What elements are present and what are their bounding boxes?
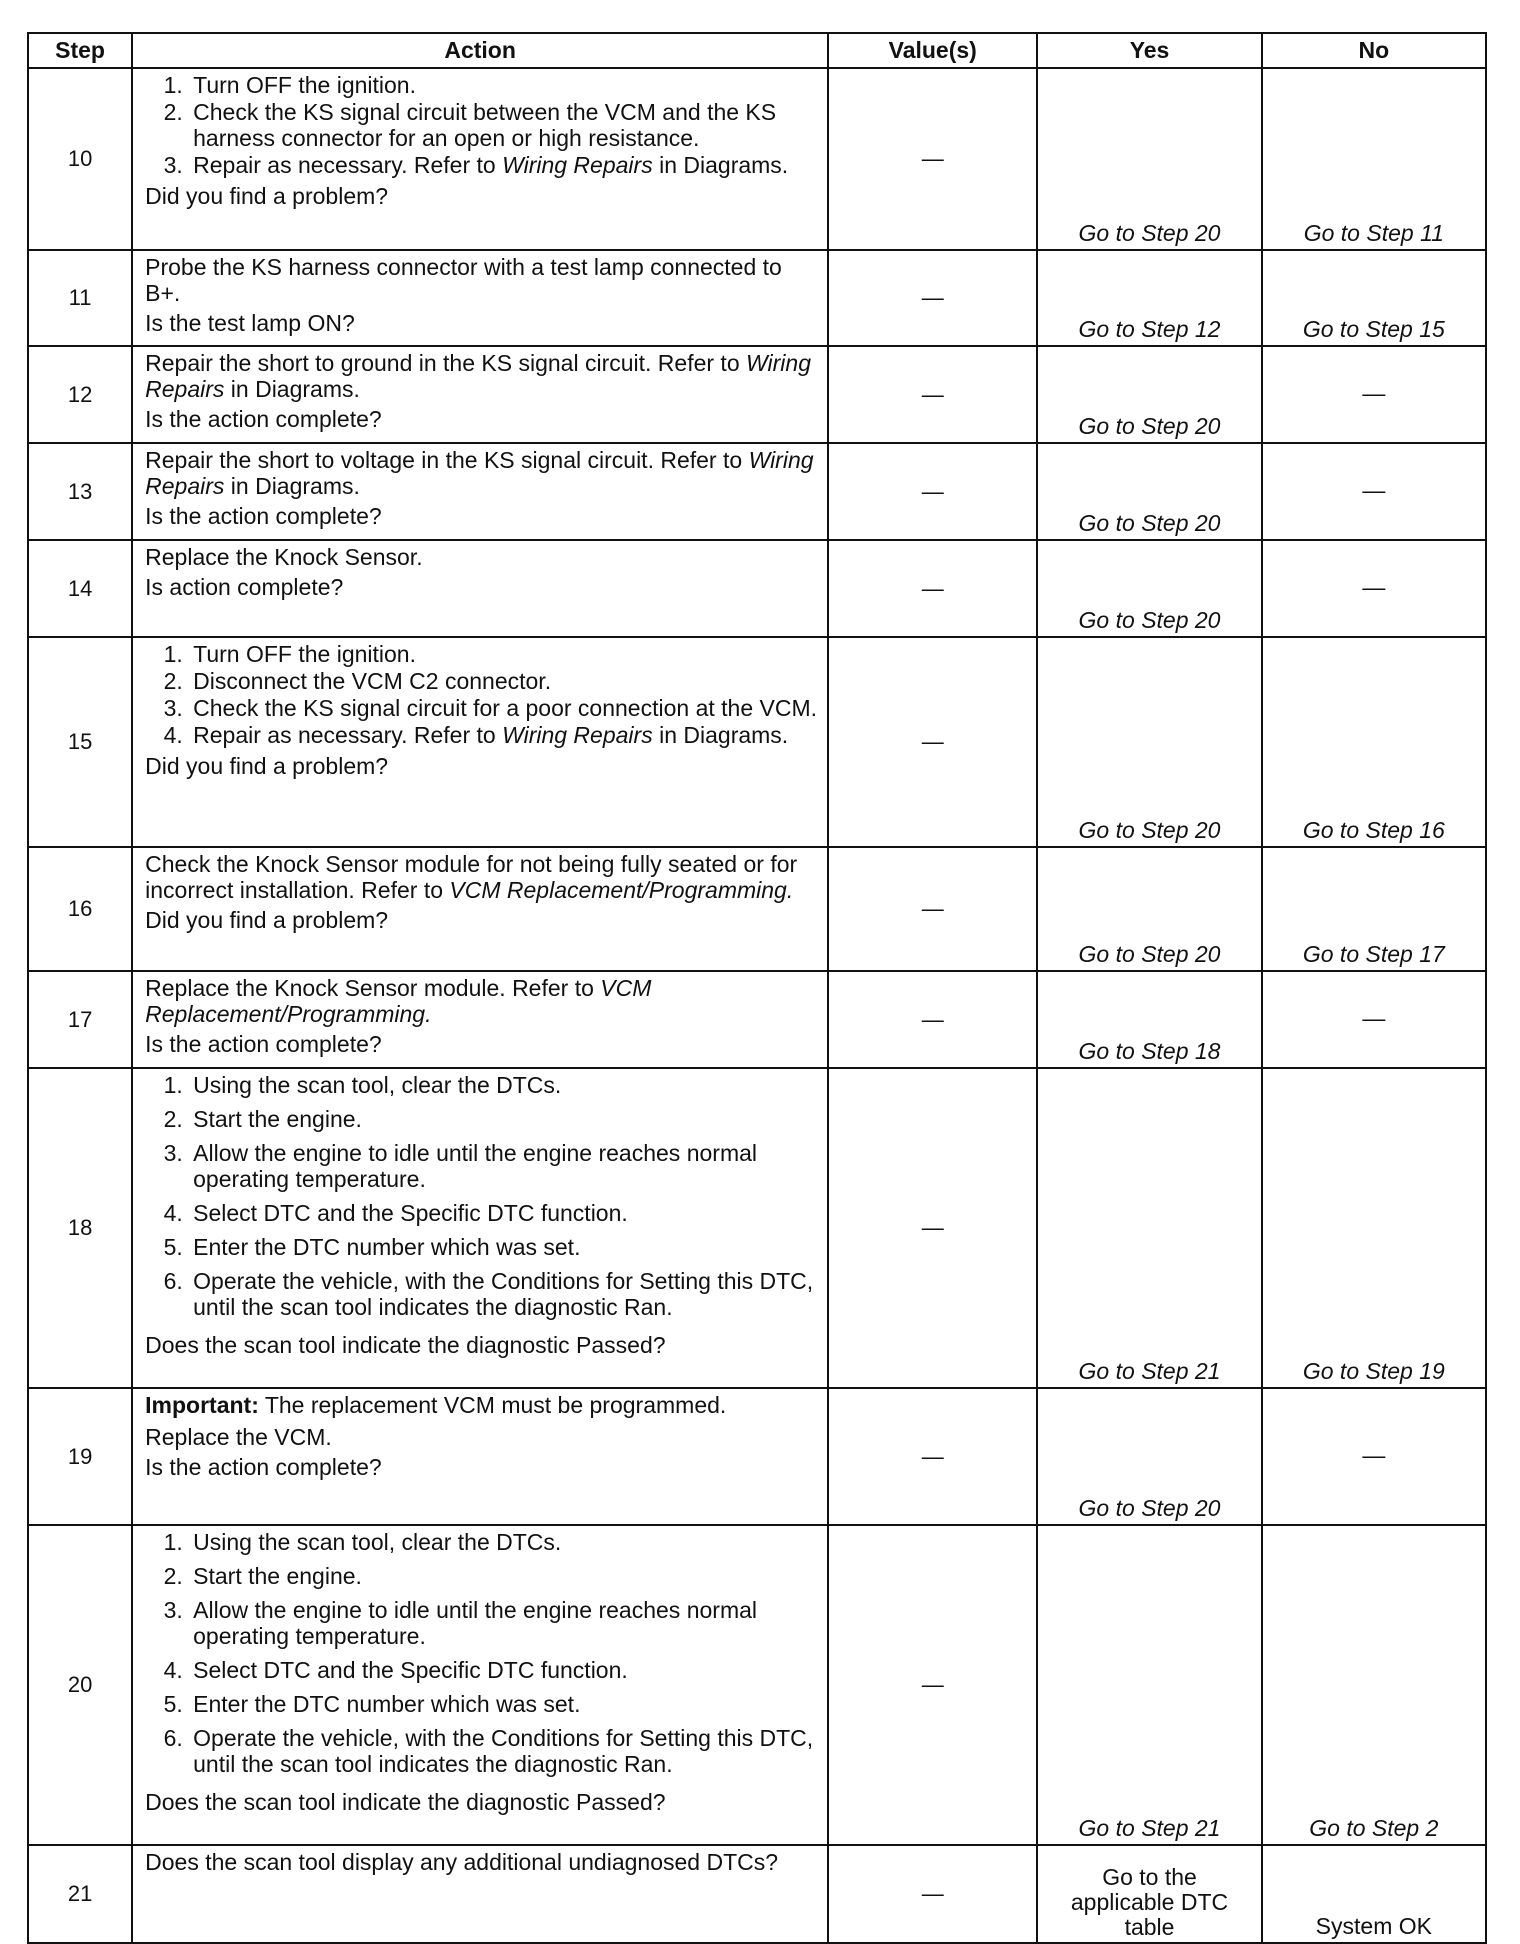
question: Is the action complete?: [145, 1031, 382, 1057]
action-text: Replace the VCM.: [145, 1424, 332, 1450]
no-target: Go to Step 11: [1303, 220, 1444, 246]
list-item: 1. Using the scan tool, clear the DTCs.: [189, 1072, 819, 1098]
action-text: [145, 447, 819, 499]
header-yes: Yes: [1037, 33, 1261, 68]
step-number: 19: [28, 1388, 132, 1525]
table-row-step-14: [28, 540, 1486, 637]
action-cell: [132, 971, 828, 1068]
table-row-step-10: [28, 68, 1486, 250]
action-text: [145, 851, 819, 903]
header-action: Action: [132, 33, 828, 68]
item-text: Repair as necessary. Refer to: [193, 152, 503, 178]
text-part: Check the Knock Sensor module for not being fully seated or for incorrect installation. Refer to: [145, 851, 798, 903]
table-row-step-19: [28, 1388, 1486, 1525]
table-row-step-17: [28, 971, 1486, 1068]
no-target: Go to Step 2: [1309, 1815, 1439, 1841]
value-cell: —: [828, 540, 1037, 637]
item-text: Repair as necessary. Refer to: [193, 722, 503, 748]
action-cell: [132, 1525, 828, 1845]
list-item: 3. Allow the engine to idle until the engine reaches normal operating temperature.: [189, 1140, 819, 1192]
text-part: Repair the short to voltage in the KS signal circuit. Refer to: [145, 447, 749, 473]
table-row-step-13: [28, 443, 1486, 540]
table-row-step-18: [28, 1068, 1486, 1388]
yes-cell: [1037, 971, 1261, 1068]
no-target: Go to Step 15: [1302, 316, 1445, 342]
list-item: 3. Allow the engine to idle until the engine reaches normal operating temperature.: [189, 1597, 819, 1649]
question: Is the action complete?: [145, 503, 382, 529]
yes-target: Go to Step 18: [1078, 1038, 1221, 1064]
yes-cell: [1037, 250, 1261, 346]
no-cell: [1262, 637, 1486, 847]
yes-cell: [1037, 1388, 1261, 1525]
table-row-step-15: [28, 637, 1486, 847]
item-text: in Diagrams.: [652, 722, 789, 748]
text-part: Replace the Knock Sensor module. Refer to: [145, 975, 601, 1001]
yes-target: Go to Step 12: [1078, 316, 1221, 342]
important-note: [145, 1392, 819, 1418]
question: Is action complete?: [145, 574, 344, 600]
reference-wiring-repairs: Wiring Repairs: [502, 152, 653, 178]
list-item: 1. Turn OFF the ignition.: [189, 72, 819, 98]
action-cell: [132, 1388, 828, 1525]
text-part: Repair the short to ground in the KS signal circuit. Refer to: [145, 350, 747, 376]
value-cell: —: [828, 637, 1037, 847]
question: Did you find a problem?: [145, 183, 389, 209]
value-cell: —: [828, 1388, 1037, 1525]
reference-wiring-repairs: Wiring Repairs: [502, 722, 653, 748]
step-number: 18: [28, 1068, 132, 1388]
yes-target: Go to Step 20: [1078, 941, 1221, 967]
header-row: [28, 33, 1486, 68]
list-item: 2. Start the engine.: [189, 1563, 819, 1589]
table-row-step-20: [28, 1525, 1486, 1845]
list-item: 4. Select DTC and the Specific DTC function.: [189, 1200, 819, 1226]
yes-cell: [1037, 1068, 1261, 1388]
yes-target: Go to Step 21: [1078, 1358, 1221, 1384]
action-cell: [132, 540, 828, 637]
table-row-step-16: [28, 847, 1486, 971]
value-cell: —: [828, 1525, 1037, 1845]
table-row-step-11: [28, 250, 1486, 346]
value-cell: —: [828, 1068, 1037, 1388]
list-item: 5. Enter the DTC number which was set.: [189, 1691, 819, 1717]
header-step: Step: [28, 33, 132, 68]
action-text: Replace the Knock Sensor.: [145, 544, 423, 570]
step-number: 13: [28, 443, 132, 540]
value-cell: —: [828, 250, 1037, 346]
reference-vcm-programming: VCM Replacement/Programming.: [449, 877, 794, 903]
step-number: 17: [28, 971, 132, 1068]
action-cell: [132, 346, 828, 443]
action-cell: [132, 250, 828, 346]
action-cell: [132, 847, 828, 971]
action-text: Probe the KS harness connector with a test lamp connected to B+.: [145, 254, 782, 306]
question: Is the action complete?: [145, 406, 382, 432]
no-cell: [1262, 68, 1486, 250]
no-target: Go to Step 17: [1302, 941, 1445, 967]
step-number: 16: [28, 847, 132, 971]
list-item: 6. Operate the vehicle, with the Conditions for Setting this DTC, until the scan tool indicates the diagnostic Ran.: [189, 1268, 819, 1320]
important-label: Important:: [145, 1392, 259, 1418]
step-number: 15: [28, 637, 132, 847]
value-cell: —: [828, 971, 1037, 1068]
value-cell: —: [828, 847, 1037, 971]
no-target: Go to Step 16: [1302, 817, 1445, 843]
action-text: [145, 350, 819, 402]
list-item: 1. Using the scan tool, clear the DTCs.: [189, 1529, 819, 1555]
yes-target: Go to Step 20: [1078, 413, 1221, 439]
header-values: Value(s): [828, 33, 1037, 68]
question: Is the test lamp ON?: [145, 310, 355, 336]
table-row-step-12: [28, 346, 1486, 443]
list-item: 2. Start the engine.: [189, 1106, 819, 1132]
yes-cell: [1037, 68, 1261, 250]
step-number: 14: [28, 540, 132, 637]
action-cell: [132, 68, 828, 250]
header-no: No: [1262, 33, 1486, 68]
no-cell: [1262, 1068, 1486, 1388]
no-cell: [1262, 250, 1486, 346]
no-cell: [1262, 1525, 1486, 1845]
action-cell: [132, 1845, 828, 1943]
list-item: 5. Enter the DTC number which was set.: [189, 1234, 819, 1260]
list-item: 2. Disconnect the VCM C2 connector.: [189, 668, 819, 694]
yes-target: Go to Step 21: [1078, 1815, 1221, 1841]
step-number: 20: [28, 1525, 132, 1845]
list-item: 2. Check the KS signal circuit between the VCM and the KS harness connector for an open or high resistance.: [189, 99, 819, 151]
yes-cell: [1037, 443, 1261, 540]
action-cell: [132, 637, 828, 847]
step-number: 11: [28, 250, 132, 346]
no-cell: System OK: [1262, 1845, 1486, 1943]
action-cell: [132, 443, 828, 540]
no-cell: —: [1262, 346, 1486, 443]
yes-target: Go to Step 20: [1078, 817, 1221, 843]
reference-vcm-programming: VCM Replacement/Programming.: [145, 975, 652, 1027]
yes-cell: [1037, 847, 1261, 971]
yes-target: Go to Step 20: [1078, 220, 1221, 246]
text-part: in Diagrams.: [224, 473, 360, 499]
reference-wiring-repairs: Wiring Repairs: [145, 447, 814, 499]
yes-cell: Go to the applicable DTC table: [1037, 1845, 1261, 1943]
value-cell: —: [828, 443, 1037, 540]
question: Does the scan tool indicate the diagnostic Passed?: [145, 1789, 666, 1815]
step-number: 12: [28, 346, 132, 443]
action-cell: [132, 1068, 828, 1388]
list-item: 4. Select DTC and the Specific DTC function.: [189, 1657, 819, 1683]
no-cell: [1262, 847, 1486, 971]
reference-wiring-repairs: Wiring Repairs: [145, 350, 811, 402]
yes-cell: [1037, 540, 1261, 637]
no-cell: —: [1262, 1388, 1486, 1525]
action-text: Does the scan tool display any additional undiagnosed DTCs?: [145, 1849, 779, 1875]
yes-target: Go to Step 20: [1078, 510, 1221, 536]
diagnostic-table-sheet: [27, 32, 1487, 1940]
list-item: 3. Check the KS signal circuit for a poor connection at the VCM.: [189, 695, 819, 721]
list-item: [189, 722, 819, 748]
yes-cell: [1037, 637, 1261, 847]
list-item: 1. Turn OFF the ignition.: [189, 641, 819, 667]
text-part: in Diagrams.: [224, 376, 360, 402]
no-cell: —: [1262, 443, 1486, 540]
value-cell: —: [828, 1845, 1037, 1943]
value-cell: —: [828, 346, 1037, 443]
yes-target: Go to Step 20: [1078, 1495, 1221, 1521]
yes-cell: [1037, 1525, 1261, 1845]
step-number: 21: [28, 1845, 132, 1943]
list-item: 6. Operate the vehicle, with the Conditions for Setting this DTC, until the scan tool indicates the diagnostic Ran.: [189, 1725, 819, 1777]
no-cell: —: [1262, 971, 1486, 1068]
table-row-step-21: [28, 1845, 1486, 1943]
yes-cell: [1037, 346, 1261, 443]
question: Did you find a problem?: [145, 753, 389, 779]
important-text: The replacement VCM must be programmed.: [258, 1392, 727, 1418]
no-target: Go to Step 19: [1302, 1358, 1445, 1384]
step-number: 10: [28, 68, 132, 250]
value-cell: —: [828, 68, 1037, 250]
action-text: [145, 975, 819, 1027]
question: Did you find a problem?: [145, 907, 389, 933]
diagnostic-table: [27, 32, 1487, 1944]
item-text: in Diagrams.: [652, 152, 789, 178]
no-cell: —: [1262, 540, 1486, 637]
question: Is the action complete?: [145, 1454, 382, 1480]
yes-target: Go to Step 20: [1078, 607, 1221, 633]
list-item: [189, 152, 819, 178]
question: Does the scan tool indicate the diagnostic Passed?: [145, 1332, 666, 1358]
